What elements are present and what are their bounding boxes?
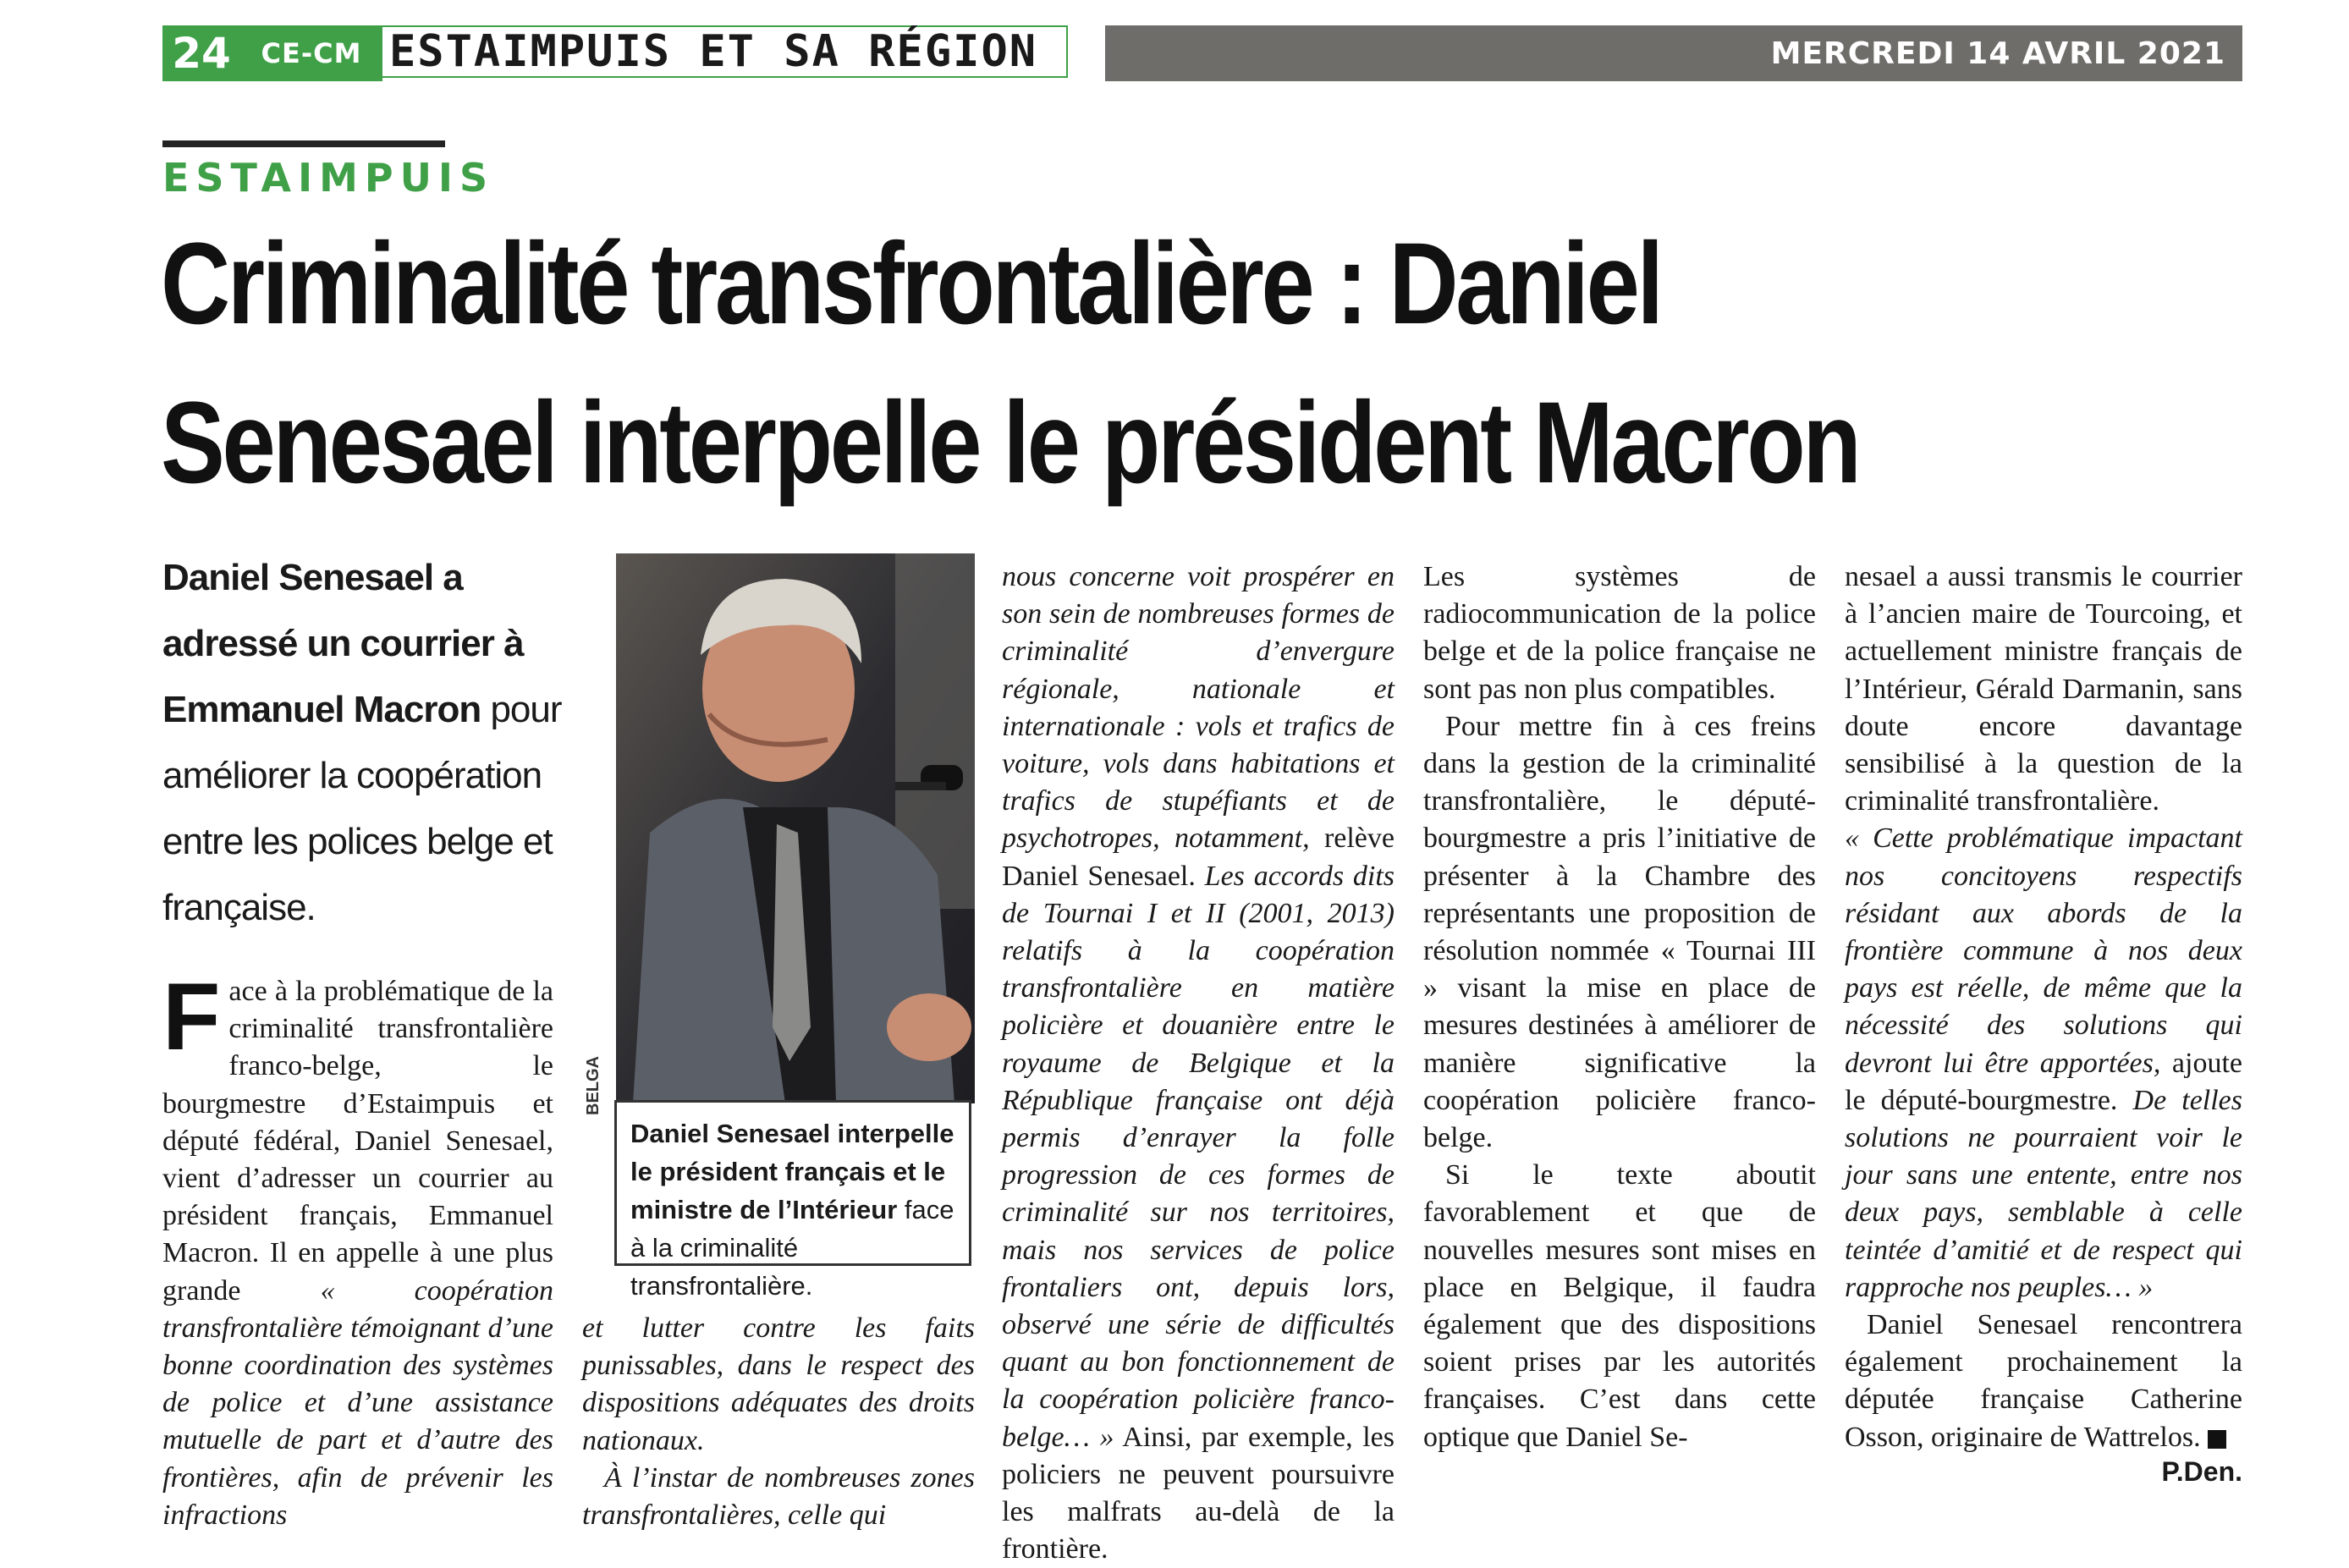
lead-rest: pour améliorer la coopération entre les polices belge et française. (162, 689, 562, 928)
quote-text: nous concerne voit prospérer en son sein de nombreuses formes de criminalité d’envergure régionale, nationale et internationale : vols et trafics de voiture, vols dans habitations et trafics de stupéfiants et de psychotropes, notamment, (1002, 561, 1395, 855)
headline (161, 205, 1895, 523)
quote-text: « coopération transfrontalière témoignant d’une bonne coordination des systèmes de police et d’une assistance mutuelle de part et d’autre des frontières, afin de prévenir les infractions (162, 1274, 553, 1531)
body-text: ace à la problématique de la criminalité transfrontalière franco-belge, le bourgmestre d’Estaimpuis et député fédéral, Daniel Senesael, vient d’adresser un courrier au président français, Emmanuel Macron. Il en appelle à une plus grande (162, 976, 553, 1307)
kicker: ESTAIMPUIS (162, 155, 495, 201)
edition-code: CE-CM (240, 25, 382, 81)
headline-line-2: Senesael interpelle le président Macron (161, 378, 1859, 508)
quote-text: Les accords dits de Tournai I et II (2001, 2013) relatifs à la coopération transfrontalière en matière policière et douanière entre le royaume de Belgique et la République française ont déjà permis d’enrayer la folle progression de ces formes de criminalité sur nos territoires, mais nos services de police frontaliers ont, depuis lors, observé une série de difficultés quant au bon fonctionnement de la coopération policière franco-belge… » (1002, 860, 1395, 1453)
author-signature: P.Den. (2161, 1455, 2242, 1487)
quote-text: « Cette problématique impactant nos concitoyens respectifs résidant aux abords de la frontière commune à nos deux pays est réelle, de même que la nécessité des solutions qui devront lui être apportées, (1845, 823, 2242, 1079)
section-title: ESTAIMPUIS ET SA RÉGION (382, 25, 1068, 78)
caption-rest: face à la criminalité transfrontalière. (630, 1195, 954, 1301)
body-column-2 (582, 1310, 975, 1534)
headline-line-1: Criminalité transfrontalière : Daniel (161, 219, 1661, 349)
body-column-5 (1845, 558, 2242, 1488)
photo-credit: BELGA (584, 1056, 602, 1115)
body-paragraph: nesael a aussi transmis le courrier à l’ancien maire de Tourcoing, et actuellement ministre français de l’Intérieur, Gérald Darmanin, sans doute encore davantage sensibilisé à la question de la criminalité transfrontalière. (1845, 561, 2242, 817)
body-text: Ainsi, par exemple, les policiers ne peuvent poursuivre les malfrats au-delà de la frontière. (1002, 1421, 1395, 1565)
article-photo (616, 553, 975, 1103)
page-number: 24 (162, 25, 240, 81)
body-paragraph: Les systèmes de radiocommunication de la police belge et de la police française ne sont pas non plus compatibles. (1423, 561, 1816, 705)
body-column-1 (162, 964, 553, 1534)
body-text: relève Daniel Senesael. (1002, 823, 1395, 892)
body-text: ajoute le député-bourgmestre. (1845, 1047, 2242, 1116)
body-text: Daniel Senesael rencontrera également prochainement la députée française Catherine Osson, originaire de Wattrelos. (1845, 1309, 2242, 1453)
quote-text: et lutter contre les faits punissables, dans le respect des dispositions adéquates des droits nationaux. (582, 1312, 975, 1456)
kicker-rule (162, 140, 445, 147)
body-paragraph: Si le texte aboutit favorablement et que de nouvelles mesures sont mises en place en Belgique, il faudra également que des dispositions soient prises par les autorités françaises. C’est dans cette optique que Daniel Se- (1423, 1159, 1816, 1453)
portrait-illustration (616, 553, 975, 1103)
end-of-article-mark (2208, 1430, 2226, 1449)
quote-text: De telles solutions ne pourraient voir le jour sans une entente, entre nos deux pays, semblable à celle teintée d’amitié et de respect qui rapproche nos peuples… » (1845, 1084, 2243, 1303)
lead-bold: Daniel Senesael a adressé un courrier à Emmanuel Macron (162, 557, 524, 730)
body-column-4 (1423, 558, 1816, 1456)
body-column-3 (1002, 558, 1395, 1568)
quote-text: À l’instar de nombreuses zones transfrontalières, celle qui (582, 1461, 975, 1532)
body-paragraph: Pour mettre fin à ces freins dans la gestion de la criminalité transfrontalière, le député-bourgmestre a pris l’initiative de présenter à la Chambre des représentants une proposition de résolution nommée « Tournai III » visant la mise en place de mesures destinées à améliorer de manière significative la coopération policière franco-belge. (1423, 710, 1816, 1154)
lead-paragraph (162, 545, 594, 941)
drop-cap: F (162, 964, 221, 1070)
caption-bold: Daniel Senesael interpelle le président français et le ministre de l’Intérieur (630, 1119, 954, 1224)
publication-date: MERCREDI 14 AVRIL 2021 (1105, 25, 2242, 81)
photo-caption (614, 1100, 971, 1301)
